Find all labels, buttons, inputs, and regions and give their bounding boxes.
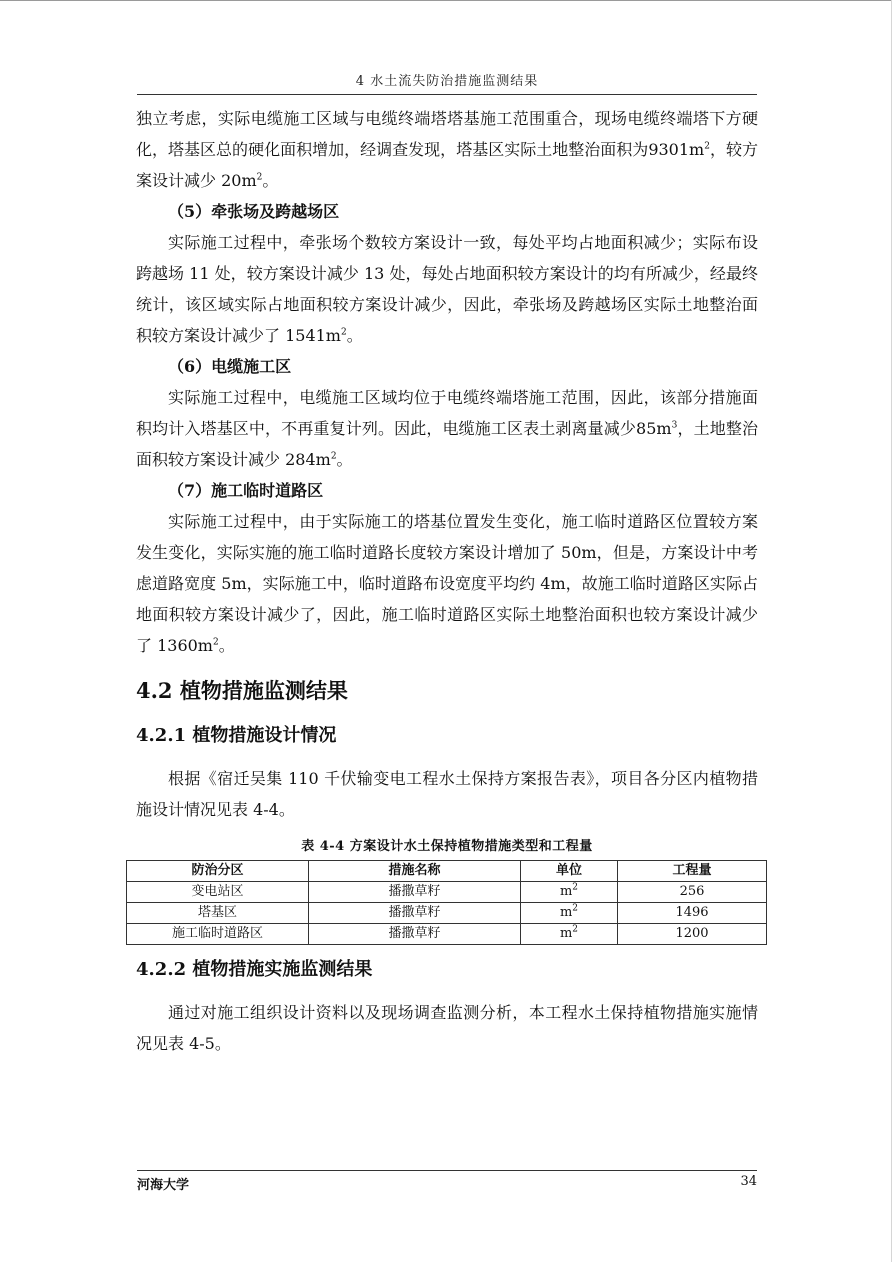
section-6-title: （6）电缆施工区	[168, 357, 292, 376]
cell-unit: $m^2$	[521, 903, 618, 924]
footer-rule	[137, 1170, 757, 1171]
table-row	[127, 903, 767, 924]
cell-unit: $m^2$	[521, 882, 618, 903]
paragraph-result: 通过对施工组织设计资料以及现场调查监测分析，本工程水土保持植物措施实施情况见表 4-5。	[136, 1003, 758, 1053]
page-content	[136, 103, 758, 1059]
paragraph-intro: 独立考虑，实际电缆施工区域与电缆终端塔塔基施工范围重合，现场电缆终端塔下方硬化，塔基区总的硬化面积增加，经调查发现，塔基区实际土地整治面积为$9301m^2$，较方案设计减少 $20m^2$。	[136, 109, 758, 190]
page-top-border	[0, 0, 892, 1]
cell-measure: 播撒草籽	[309, 903, 521, 924]
heading-4-2-2: 4.2.2 植物措施实施监测结果	[136, 959, 373, 980]
section-6-paragraph: 实际施工过程中，电缆施工区域均位于电缆终端塔施工范围，因此，该部分措施面积均计入塔基区中，不再重复计列。因此，电缆施工区表土剥离量减少$85m^3$，土地整治面积较方案设计减少 $284m^2$。	[136, 388, 758, 469]
table-row	[127, 924, 767, 945]
section-5-title: （5）牵张场及跨越场区	[168, 202, 340, 221]
table-header-row	[127, 861, 767, 882]
cell-zone: 变电站区	[127, 882, 309, 903]
col-header-amount: 工程量	[618, 861, 767, 882]
col-header-zone: 防治分区	[127, 861, 309, 882]
cell-zone: 施工临时道路区	[127, 924, 309, 945]
cell-amount: 256	[618, 882, 767, 903]
cell-amount: 1200	[618, 924, 767, 945]
cell-unit: $m^2$	[521, 924, 618, 945]
table-caption: 表 4-4 方案设计水土保持植物措施类型和工程量	[301, 839, 593, 854]
section-5-paragraph: 实际施工过程中，牵张场个数较方案设计一致，每处平均占地面积减少；实际布设跨越场 11 处，较方案设计减少 13 处，每处占地面积较方案设计的均有所减少，经最终统计，该区域实际占地面积较方案设计减少，因此，牵张场及跨越场区实际土地整治面积较方案设计减少了 $1541m^2$。	[136, 233, 758, 345]
running-header: 4 水土流失防治措施监测结果	[355, 74, 539, 89]
cell-measure: 播撒草籽	[309, 924, 521, 945]
cell-zone: 塔基区	[127, 903, 309, 924]
col-header-measure: 措施名称	[309, 861, 521, 882]
paragraph-design: 根据《宿迁吴集 110 千伏输变电工程水土保持方案报告表》，项目各分区内植物措施设计情况见表 4-4。	[136, 769, 758, 819]
heading-4-2: 4.2 植物措施监测结果	[136, 678, 348, 703]
footer-institution: 河海大学	[137, 1178, 190, 1193]
plant-measures-table	[126, 860, 767, 945]
col-header-unit: 单位	[521, 861, 618, 882]
cell-measure: 播撒草籽	[309, 882, 521, 903]
table-row	[127, 882, 767, 903]
section-7-title: （7）施工临时道路区	[168, 481, 324, 500]
heading-4-2-1: 4.2.1 植物措施设计情况	[136, 725, 337, 746]
page-number: 34	[740, 1174, 757, 1189]
header-rule	[137, 94, 757, 95]
section-7-paragraph: 实际施工过程中，由于实际施工的塔基位置发生变化，施工临时道路区位置较方案发生变化，实际实施的施工临时道路长度较方案设计增加了 50m，但是，方案设计中考虑道路宽度 5m，实际施工中，临时道路布设宽度平均约 4m，故施工临时道路区实际占地面积较方案设计减少了，因此，施工临时道路区实际土地整治面积也较方案设计减少了 $1360m^2$。	[136, 512, 758, 655]
cell-amount: 1496	[618, 903, 767, 924]
